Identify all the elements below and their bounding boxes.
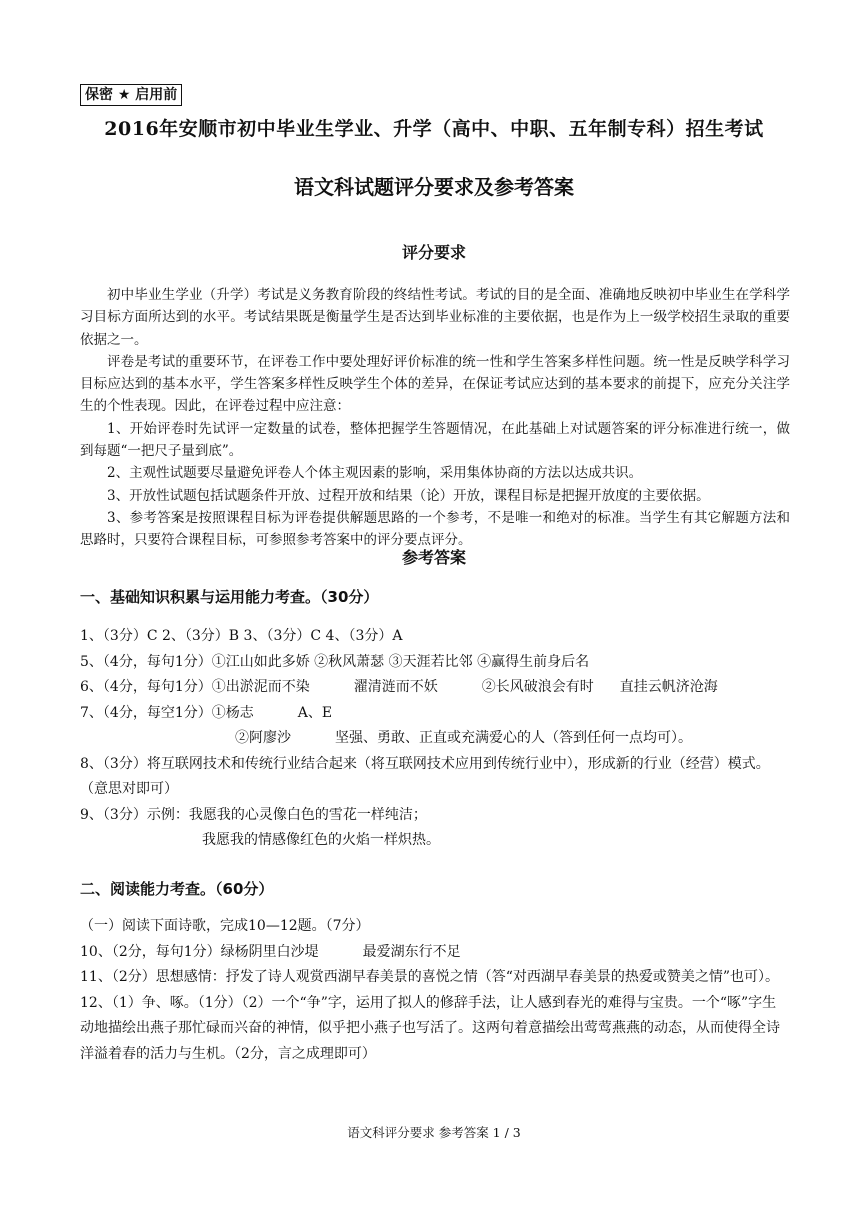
requirements-item: 3、参考答案是按照课程目标为评卷提供解题思路的一个参考，不是唯一和绝对的标准。当学生有其它解题方法和思路时，只要符合课程目标，可参照参考答案中的评分要点评分。 (80, 509, 790, 549)
section-2-heading: 二、阅读能力考查。（60分） (80, 880, 274, 898)
section-1-heading: 一、基础知识积累与运用能力考查。（30分） (80, 588, 379, 606)
answer-q1: 1、（3分）C (80, 628, 158, 644)
answer-q12: 12、（1）争、啄。（1分）（2）一个“争”字，运用了拟人的修辞手法，让人感到春光的难得与宝贵。一个“啄”字生动地描绘出燕子那忙碌而兴奋的神情，似乎把小燕子也写活了。这两句着意描绘出莺莺燕燕的动态，从而使得全诗洋溢着春的活力与生机。（2分，言之成理即可） (80, 994, 780, 1062)
section-1-answers (80, 624, 790, 854)
answer-q6-part: 直挂云帆济沧海 (619, 679, 718, 695)
requirements-heading: 评分要求 (401, 243, 466, 262)
answer-q8: 8、（3分）将互联网技术和传统行业结合起来（将互联网技术应用到传统行业中），形成新的行业（经营）模式。（意思对即可） (80, 755, 770, 797)
answer-q7-part: A、E (297, 704, 333, 721)
answer-q7-part: ②阿廖沙 (235, 730, 291, 746)
requirements-item: 1、开始评卷时先试评一定数量的试卷，整体把握学生答题情况，在此基础上对试题答案的评分标准进行统一，做到每题“一把尺子量到底”。 (80, 420, 790, 460)
answers-heading: 参考答案 (401, 548, 466, 567)
answer-q7-line2 (80, 726, 790, 752)
requirements-item: 3、开放性试题包括试题条件开放、过程开放和结果（论）开放，课程目标是把握开放度的主要依据。 (107, 487, 710, 504)
part-1-instruction: （一）阅读下面诗歌，完成10—12题。（7分） (80, 918, 370, 934)
answer-q3: 3、（3分）C (243, 628, 322, 644)
answer-line-q1-4 (80, 624, 790, 650)
answer-q7-part: 7、（4分，每空1分）①杨志 (80, 704, 254, 721)
answer-q10 (80, 940, 790, 966)
answer-q10-part: 10、（2分，每句1分）绿杨阴里白沙堤 (80, 943, 319, 960)
confidential-label: 保密 ★ 启用前 (80, 84, 182, 106)
requirements-paragraph: 初中毕业生学业（升学）考试是义务教育阶段的终结性考试。考试的目的是全面、准确地反映初中毕业生在学科学习目标方面所达到的水平。考试结果既是衡量学生是否达到毕业标准的主要依据，也是作为上一级学校招生录取的重要依据之一。 (80, 287, 790, 348)
exam-title: 2016年安顺市初中毕业生学业、升学（高中、中职、五年制专科）招生考试 (104, 118, 764, 140)
page-footer: 语文科评分要求 参考答案 1 / 3 (347, 1125, 521, 1140)
answer-q6 (80, 675, 790, 701)
requirements-paragraph: 评卷是考试的重要环节，在评卷工作中要处理好评价标准的统一性和学生答案多样性问题。统一性是反映学科学习目标应达到的基本水平，学生答案多样性反映学生个体的差异，在保证考试应达到的基本要求的前提下，应充分关注学生的个性表现。因此，在评卷过程中应注意： (80, 353, 790, 415)
answer-q7 (80, 701, 790, 727)
answer-q9-line2: 我愿我的情感像红色的火焰一样炽热。 (202, 832, 440, 848)
answer-q9-line1: 9、（3分）示例：我愿我的心灵像白色的雪花一样纯洁； (80, 806, 427, 823)
section-2-answers (80, 914, 790, 1067)
answer-q4: 4、（3分）A (325, 628, 403, 644)
requirements-item: 2、主观性试题要尽量避免评卷人个体主观因素的影响，采用集体协商的方法以达成共识。 (107, 465, 643, 482)
answer-q2: 2、（3分）B (161, 628, 240, 644)
answer-q10-part: 最爱湖东行不足 (362, 943, 461, 960)
answer-q7-part: 坚强、勇敢、正直或充满爱心的人（答到任何一点均可）。 (335, 730, 692, 746)
answer-q6-part: 濯清涟而不妖 (353, 679, 438, 695)
answer-q6-part: 6、（4分，每句1分）①出淤泥而不染 (80, 679, 310, 695)
answer-q5: 5、（4分，每句1分）①江山如此多娇 ②秋风萧瑟 ③天涯若比邻 ④赢得生前身后名 (80, 653, 590, 670)
answer-q6-part: ②长风破浪会有时 (481, 679, 594, 695)
answer-q11: 11、（2分）思想感情：抒发了诗人观赏西湖早春美景的喜悦之情（答“对西湖早春美景的热爱或赞美之情”也可）。 (80, 969, 780, 985)
requirements-body (80, 284, 790, 552)
document-subtitle: 语文科试题评分要求及参考答案 (294, 175, 574, 199)
